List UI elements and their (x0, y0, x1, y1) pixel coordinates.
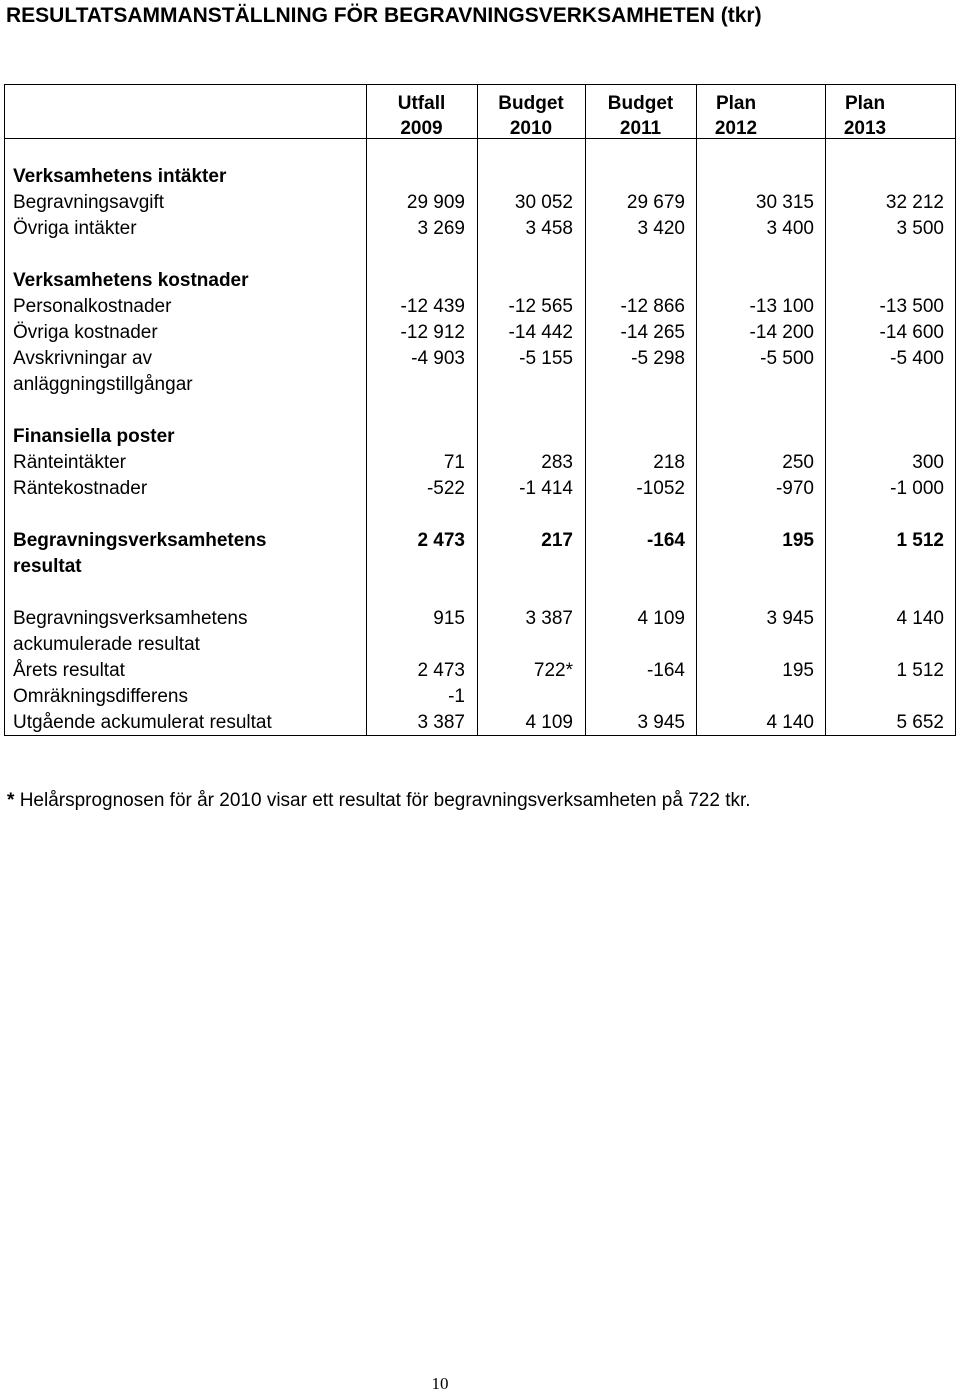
cell-budget-2011: -12 866 (620, 296, 685, 317)
cell-plan-2013: 5 652 (896, 712, 944, 733)
row-label-continuation: anläggningstillgångar (13, 374, 193, 395)
section-heading-label: Verksamhetens intäkter (13, 166, 227, 187)
cell-plan-2012: -14 200 (749, 322, 814, 343)
footnote-marker: * (7, 790, 15, 811)
cell-plan-2012: 195 (782, 530, 814, 551)
cell-plan-2013: 4 140 (896, 608, 944, 629)
cell-budget-2011: 29 679 (626, 192, 685, 213)
row-label: Begravningsverksamhetens (13, 608, 248, 629)
table-row (5, 606, 955, 632)
table-row (5, 476, 955, 502)
footnote (7, 790, 751, 812)
section-heading-label: Finansiella poster (13, 426, 175, 447)
cell-utfall-2009: 2 473 (417, 660, 465, 681)
row-label: Omräkningsdifferens (13, 686, 188, 707)
table-row (5, 684, 955, 710)
cell-budget-2010: 30 052 (514, 192, 573, 213)
column-header-year: 2009 (400, 118, 443, 139)
column-header-budget-2011 (585, 91, 696, 141)
table-row (5, 450, 955, 476)
column-header-line: Plan (715, 93, 757, 114)
table-row (5, 190, 955, 216)
cell-utfall-2009: 3 269 (417, 218, 465, 239)
cell-budget-2011: -164 (646, 660, 685, 681)
result-row-continuation (5, 554, 955, 580)
row-label-continuation: ackumulerade resultat (13, 634, 200, 655)
column-header-plan-2012 (696, 91, 776, 141)
cell-budget-2010: 283 (541, 452, 573, 473)
row-label: Räntekostnader (13, 478, 148, 499)
cell-plan-2013: -14 600 (879, 322, 944, 343)
page-title: RESULTATSAMMANSTÄLLNING FÖR BEGRAVNINGSVERKSAMHETEN (tkr) (6, 4, 762, 27)
results-table (4, 84, 956, 736)
cell-plan-2013: 32 212 (885, 192, 944, 213)
section-heading-kostnader (5, 268, 955, 294)
cell-plan-2013: 300 (912, 452, 944, 473)
row-label: Avskrivningar av (13, 348, 153, 369)
cell-plan-2013: -5 400 (890, 348, 944, 369)
cell-utfall-2009: 29 909 (406, 192, 465, 213)
row-label: Utgående ackumulerat resultat (13, 712, 272, 733)
row-label: Övriga kostnader (13, 322, 158, 343)
row-label: Personalkostnader (13, 296, 172, 317)
cell-budget-2010: -5 155 (519, 348, 573, 369)
cell-budget-2010: -1 414 (519, 478, 573, 499)
cell-budget-2010: 217 (541, 530, 573, 551)
table-row (5, 710, 955, 736)
cell-utfall-2009: 915 (433, 608, 465, 629)
table-row (5, 658, 955, 684)
cell-plan-2012: 3 945 (766, 608, 814, 629)
section-heading-finansiella (5, 424, 955, 450)
column-header-year: 2013 (843, 118, 887, 139)
row-label: Begravningsverksamhetens (13, 530, 267, 551)
cell-budget-2010: 722* (533, 660, 573, 681)
cell-budget-2011: -164 (646, 530, 685, 551)
cell-utfall-2009: 2 473 (417, 530, 465, 551)
column-header-line: Budget (498, 93, 564, 114)
cell-budget-2010: 3 387 (525, 608, 573, 629)
cell-plan-2013: -13 500 (879, 296, 944, 317)
cell-plan-2012: -5 500 (760, 348, 814, 369)
cell-budget-2011: -5 298 (631, 348, 685, 369)
column-header-line: Plan (844, 93, 886, 114)
section-heading-intakter (5, 164, 955, 190)
table-row-continuation (5, 372, 955, 398)
row-label: Begravningsavgift (13, 192, 165, 213)
row-label-continuation: resultat (13, 556, 82, 577)
column-header-year: 2011 (619, 118, 662, 139)
row-label: Övriga intäkter (13, 218, 137, 239)
column-header-line: Budget (607, 93, 674, 114)
cell-budget-2011: 218 (653, 452, 685, 473)
row-label: Årets resultat (13, 660, 125, 681)
cell-budget-2011: -14 265 (620, 322, 685, 343)
cell-plan-2012: 30 315 (755, 192, 814, 213)
cell-plan-2012: 4 140 (766, 712, 814, 733)
cell-utfall-2009: -522 (426, 478, 465, 499)
row-label: Ränteintäkter (13, 452, 127, 473)
cell-plan-2013: 1 512 (896, 530, 944, 551)
cell-plan-2013: 1 512 (896, 660, 944, 681)
cell-utfall-2009: -12 439 (400, 296, 465, 317)
cell-budget-2011: 3 420 (637, 218, 685, 239)
cell-plan-2012: 3 400 (766, 218, 814, 239)
column-header-plan-2013 (825, 91, 905, 141)
column-header-year: 2012 (714, 118, 758, 139)
cell-plan-2012: 250 (782, 452, 814, 473)
column-header-budget-2010 (477, 91, 585, 141)
column-header-year: 2010 (509, 118, 553, 139)
table-row (5, 320, 955, 346)
result-row (5, 528, 955, 554)
cell-budget-2010: -14 442 (508, 322, 573, 343)
cell-plan-2013: -1 000 (890, 478, 944, 499)
footnote-text: Helårsprognosen för år 2010 visar ett resultat för begravningsverksamheten på 722 tkr. (19, 790, 751, 811)
cell-plan-2012: -970 (775, 478, 814, 499)
table-row (5, 346, 955, 372)
cell-plan-2012: -13 100 (749, 296, 814, 317)
cell-budget-2011: 3 945 (637, 712, 685, 733)
column-header-line: Utfall (397, 93, 446, 114)
section-heading-label: Verksamhetens kostnader (13, 270, 249, 291)
table-row (5, 294, 955, 320)
table-row-continuation (5, 632, 955, 658)
cell-plan-2012: 195 (782, 660, 814, 681)
cell-utfall-2009: -4 903 (411, 348, 465, 369)
cell-utfall-2009: 71 (443, 452, 465, 473)
cell-utfall-2009: 3 387 (417, 712, 465, 733)
table-row (5, 216, 955, 242)
cell-budget-2010: -12 565 (508, 296, 573, 317)
column-header-utfall-2009 (366, 91, 477, 141)
cell-budget-2011: -1052 (636, 478, 685, 499)
cell-budget-2010: 4 109 (525, 712, 573, 733)
page-number: 10 (431, 1374, 449, 1393)
cell-budget-2010: 3 458 (525, 218, 573, 239)
cell-plan-2013: 3 500 (896, 218, 944, 239)
cell-budget-2011: 4 109 (637, 608, 685, 629)
cell-utfall-2009: -1 (448, 686, 465, 707)
cell-utfall-2009: -12 912 (400, 322, 465, 343)
